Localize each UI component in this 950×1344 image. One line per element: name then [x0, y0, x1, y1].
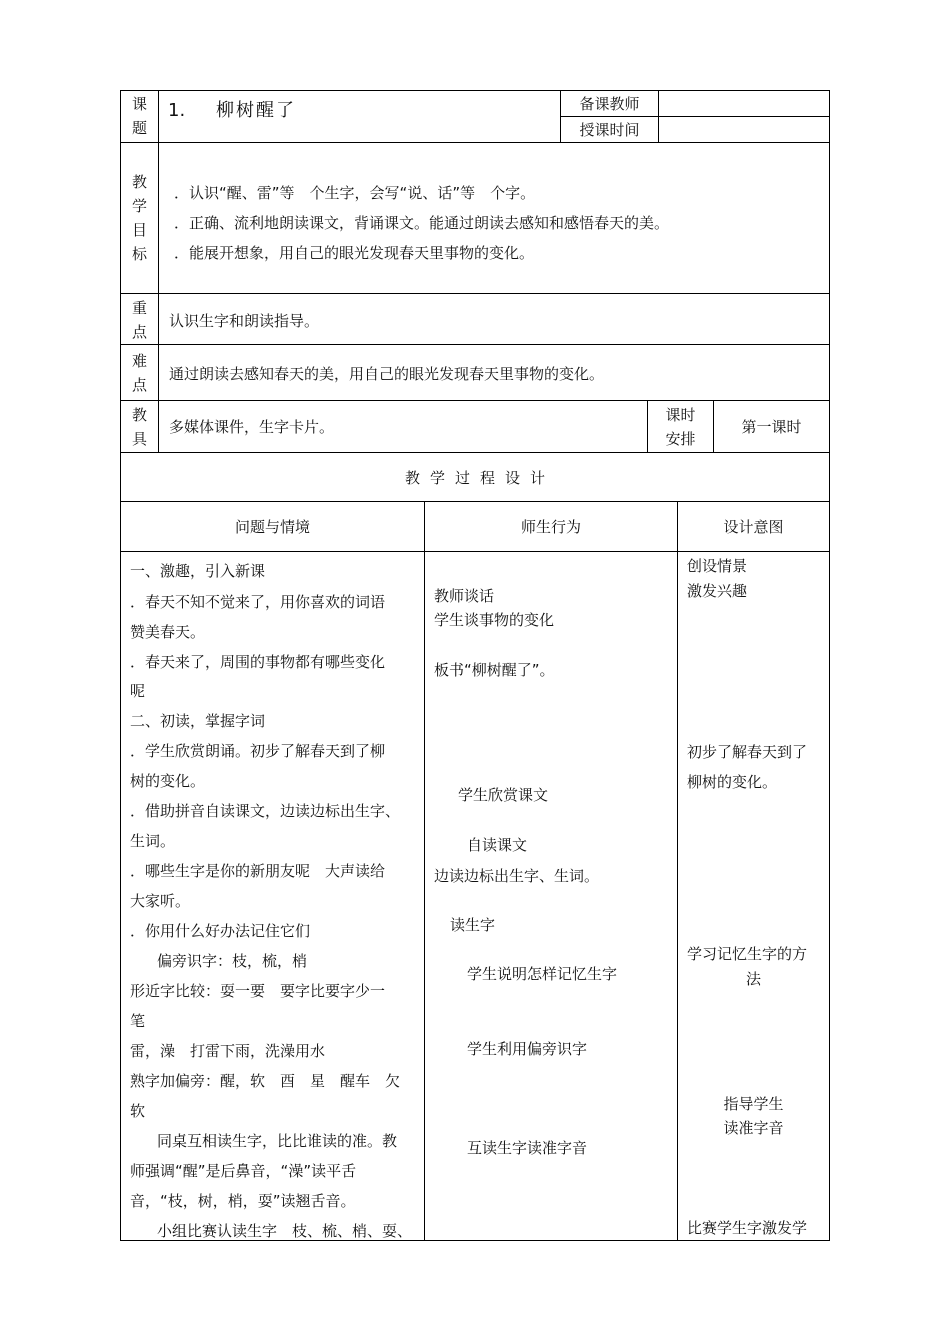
col3-line: 激发兴趣 — [687, 582, 748, 600]
col1-line: 大家听。 — [130, 892, 191, 910]
divider — [560, 116, 830, 117]
col1-line: 音，“枝，树，梢，耍”读翘舌音。 — [130, 1192, 356, 1210]
col2-line: 互读生字读准字音 — [467, 1139, 588, 1157]
col1-line: 熟字加偏旁：醒，软 酉 星 醒车 欠 — [130, 1072, 401, 1090]
teach-time-label: 授课时间 — [579, 121, 640, 139]
schedule-label: 课时 安排 — [665, 406, 696, 448]
column-header: 问题与情境 — [234, 518, 310, 536]
difficulty-label: 难 点 — [131, 352, 147, 394]
col1-line: 一、激趣，引入新课 — [130, 562, 266, 580]
col3-line: 创设情景 — [687, 557, 748, 575]
divider — [120, 142, 830, 143]
col2-line: 自读课文 — [467, 836, 528, 854]
difficulty-text: 通过朗读去感知春天的美，用自己的眼光发现春天里事物的变化。 — [169, 365, 605, 383]
prep-teacher-value[interactable] — [659, 94, 829, 114]
divider — [158, 293, 159, 344]
key-point-label: 重 点 — [131, 299, 147, 341]
divider — [158, 142, 159, 293]
teach-time-value[interactable] — [659, 120, 829, 140]
col1-line: 雷，澡 打雷下雨，洗澡用水 — [130, 1042, 326, 1060]
topic-label: 课 题 — [131, 95, 147, 137]
col1-line: 偏旁识字：枝，梳，梢 — [157, 952, 308, 970]
col1-line: ．春天不知不觉来了，用你喜欢的词语 — [130, 593, 386, 611]
col1-line: 生词。 — [130, 832, 176, 850]
col3-line: 读准字音 — [723, 1119, 784, 1137]
goal-item: ．能展开想象，用自己的眼光发现春天里事物的变化。 — [174, 244, 535, 262]
col2-line: 学生说明怎样记忆生字 — [467, 965, 618, 983]
col3-line: 法 — [745, 970, 761, 988]
divider — [120, 400, 830, 401]
divider — [158, 400, 159, 452]
schedule-value: 第一课时 — [741, 418, 802, 436]
divider — [120, 501, 830, 502]
col1-line: 同桌互相读生字，比比谁读的准。教 — [157, 1132, 398, 1150]
materials-label: 教 具 — [131, 406, 147, 448]
divider — [120, 293, 830, 294]
col2-line: 板书“柳树醒了”。 — [434, 661, 555, 679]
divider — [158, 90, 159, 142]
divider — [120, 452, 830, 453]
col1-line: 小组比赛认读生字 枝、梳、梢、耍、 — [157, 1222, 413, 1240]
col1-line: 二、初读，掌握字词 — [130, 712, 266, 730]
prep-teacher-label: 备课教师 — [579, 95, 640, 113]
col1-line: 形近字比较：耍一要 要字比要字少一 — [130, 982, 386, 1000]
col1-line: 树的变化。 — [130, 772, 206, 790]
divider — [424, 501, 425, 1241]
col1-line: ．春天来了，周围的事物都有哪些变化 — [130, 653, 386, 671]
materials-text: 多媒体课件，生字卡片。 — [169, 418, 335, 436]
column-header: 师生行为 — [520, 518, 581, 536]
col3-line: 学习记忆生字的方 — [687, 945, 808, 963]
col3-line: 柳树的变化。 — [687, 773, 778, 791]
col2-line: 学生谈事物的变化 — [434, 611, 555, 629]
goal-item: ．认识“醒、雷”等 个生字，会写“说、话”等 个字。 — [174, 184, 536, 202]
col1-line: 赞美春天。 — [130, 623, 206, 641]
col2-line: 学生利用偏旁识字 — [467, 1040, 588, 1058]
goals-label: 教 学 目 标 — [131, 173, 147, 263]
col1-line: 软 — [130, 1102, 146, 1120]
key-point-text: 认识生字和朗读指导。 — [169, 312, 320, 330]
col3-line: 初步了解春天到了 — [687, 743, 808, 761]
divider — [158, 344, 159, 400]
table-border-top — [120, 90, 830, 91]
goal-item: ．正确、流利地朗读课文，背诵课文。能通过朗读去感知和感悟春天的美。 — [174, 214, 670, 232]
col1-line: ．你用什么好办法记住它们 — [130, 922, 311, 940]
column-header: 设计意图 — [723, 518, 784, 536]
col1-line: ．借助拼音自读课文，边读边标出生字、 — [130, 802, 401, 820]
col2-line: 边读边标出生字、生词。 — [434, 867, 600, 885]
process-title: 教学过程设计 — [404, 469, 555, 487]
table-border-right — [829, 90, 830, 1241]
col3-line: 指导学生 — [723, 1095, 784, 1113]
lesson-title: 柳树醒了 — [216, 100, 296, 121]
col1-line: 呢 — [130, 682, 146, 700]
col1-line: 师强调“醒”是后鼻音，“澡”读平舌 — [130, 1162, 357, 1180]
col2-line: 教师谈话 — [434, 587, 495, 605]
col2-line: 学生欣赏课文 — [458, 786, 549, 804]
lesson-number: 1. — [168, 100, 186, 121]
col1-line: ．哪些生字是你的新朋友呢 大声读给 — [130, 862, 386, 880]
col1-line: ．学生欣赏朗诵。初步了解春天到了柳 — [130, 742, 386, 760]
col1-line: 笔 — [130, 1012, 146, 1030]
col2-line: 读生字 — [450, 916, 496, 934]
divider — [120, 551, 830, 552]
divider — [120, 344, 830, 345]
col3-line: 比赛学生字激发学 — [687, 1219, 808, 1237]
